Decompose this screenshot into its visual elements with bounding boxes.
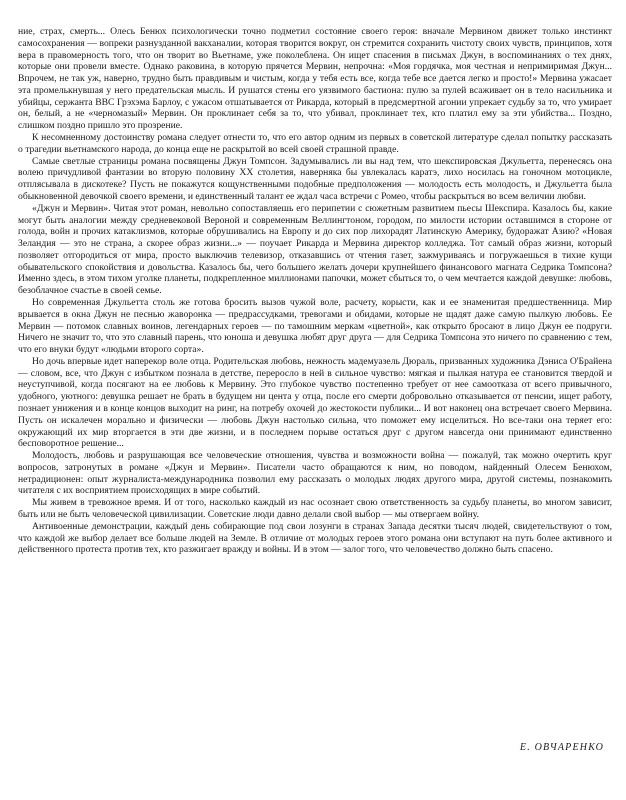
paragraph: «Джун и Мервин». Читая этот роман, невольно сопоставляешь его перипетии с сюжетным развитием пьесы Шекспира. Казалось бы, какие могут быть аналогии между средневековой Вероной и современным Веллингтоном, городом, по милости истории оставшимся в стороне от голода, войн и прочих катаклизмов, которые обрушивались на Европу и до сих пор лихорадят Латинскую Америку, будоражат Азию? «Новая Зеландия — это не страна, а скорее образ жизни...» — поучает Рикарда и Мервина директор колледжа. Тот самый образ жизни, который позволяет отгородиться от мира, просто выключив телевизор, отказавшись от чтения газет, зажмуриваясь и погружаешься в тихие кущи обывательского спокойствия и довольства. Казалось бы, чего большего желать дочери крупнейшего финансового магната Седрика Томпсона? Именно здесь, в этом тихом уголке планеты, подкрепленное миллионами папочки, может сбыться то, о чем мечтается каждой девушке: любовь, безоблачное счастье в своей семье. [18,202,612,297]
paragraph: К несомненному достоинству романа следует отнести то, что его автор одним из первых в советской литературе сделал попытку рассказать о трагедии вьетнамского народа, до конца еще не раскрытой во всей своей страшной правде. [18,132,612,155]
paragraph: ние, страх, смерть... Олесь Бенюх психологически точно подметил состояние своего героя: вначале Мервином движет только инстинкт самосохранения — вопреки разнузданной вакханалии, которая творится вокруг, он стремится сохранить чистоту своих чувств, принципов, хотя вера в правомерность того, что он творит во Вьетнаме, уже поколеблена. Он ищет спасения в письмах Джун, в воспоминаниях о тех днях, которые они провели вместе. Однако раковина, в которую прячется Мервин, непрочна: «Моя гордячка, моя честная и непримиримая Джун... Впрочем, не так уж, наверно, трудно быть правдивым и чистым, когда у тебя есть все, когда тебе все дается легко и просто!» Мервина ужасает эта промелькнувшая у него предательская мысль. И рушатся стены его уязвимого бастиона: пулю за пулей всаживает он в тело насильника и убийцы, сержанта ВВС Грэхэма Барлоу, с ужасом отшатывается от Рикарда, который в предсмертной агонии упрекает судьбу за то, что умирает он, белый, а не «черномазый» Мервин. Он проклинает себя за то, что убивал, проклинает тех, кто платил ему за эти убийства... Поздно, слишком поздно пришло это прозрение. [18,26,612,132]
paragraph: Но дочь впервые идет наперекор воле отца. Родительская любовь, нежность мадемуазель Дюраль, призванных художника Дэниса О'Брайена — словом, все, что Джун с избытком познала в детстве, переросло в ней в сильное чувство: мягкая и пылкая натура ее становится твердой и неуступчивой, когда посягают на ее любовь к Мервину. Это глубокое чувство постепенно требует от нее самоотказа от всего привычного, удобного, уютного: девушка решает не брать в будущем ни цента у отца, после его смерти добровольно отказывается от пенсии, ищет работу, познает унижения и в конце концов выходит на ринг, на потребу охочей до жестокости публики... И вот наконец она встречает своего Мервина. Пусть он искалечен морально и физически — любовь Джун настолько сильна, что поможет ему исцелиться. Но все-таки она теряет его: окружающий их мир вторгается в эти две жизни, и в последнем порыве остаться друг с другом навсегда они принимают единственно бесповоротное решение... [18,355,612,450]
paragraph: Мы живем в тревожное время. И от того, насколько каждый из нас осознает свою ответственность за судьбу планеты, во многом зависит, быть или не быть человеческой цивилизации. Советские люди давно делали свой выбор — мы отвергаем войну. [18,497,612,521]
paragraph: Молодость, любовь и разрушающая все человеческие отношения, чувства и возможности война — пожалуй, так можно очертить круг вопросов, затронутых в романе «Джун и Мервин». Писатели часто обращаются к ним, но поводом, найденный Олесем Бенюхом, нетрадиционен: опыт журналиста-международника позволил ему рассказать о молодых людях другого мира, другой системы, познакомить читателя с их восприятием происходящих в мире событий. [18,450,612,497]
paragraph: Но современная Джульетта столь же готова бросить вызов чужой воле, расчету, корысти, как и ее знаменитая предшественница. Мир врывается в окна Джун не песнью жаворонка — предрассудками, тревогами и обидами, которые не щадят даже самую пылкую любовь. Ее Мервин — потомок славных воинов, легендарных героев — по тамошним меркам «цветной», как открыто бросают в лицо Джун ее подруги. Ничего не значит то, что это славный парень, что юноша и девушка любят друг друга — для Седрика Томпсона это ничего по сравнению с тем, что его внуки будут «людьми второго сорта». [18,296,612,356]
paragraph: Антивоенные демонстрации, каждый день собирающие под свои лозунги в странах Запада десятки тысяч людей, свидетельствуют о том, что каждой же выбор делает все больше людей на Земле. В отличие от молодых героев этого романа они вступают на путь более активного и действенного протеста против тех, кто разжигает вражду и войны. И в этом — залог того, что человечество должно быть спасено. [18,520,612,556]
author-signature: Е. ОВЧАРЕНКО [519,742,604,753]
paragraph: Самые светлые страницы романа посвящены Джун Томпсон. Задумывались ли вы над тем, что шекспировская Джульетта, перенесясь она волею причудливой фантазии во вторую половину XX столетия, наверняка бы увлекалась каратэ, лихо носилась на гоночном мотоцикле, отплясывала в дискотеке? Пусть не покажутся кощунственными подобные предположения — молодость есть молодость, и Джульетта была обыкновенной девочкой своего времени, и единственный талант ее ждал часа встречи с Ромео, чтобы раскрыться во всем величии любви. [18,155,612,202]
article-body [18,26,612,556]
